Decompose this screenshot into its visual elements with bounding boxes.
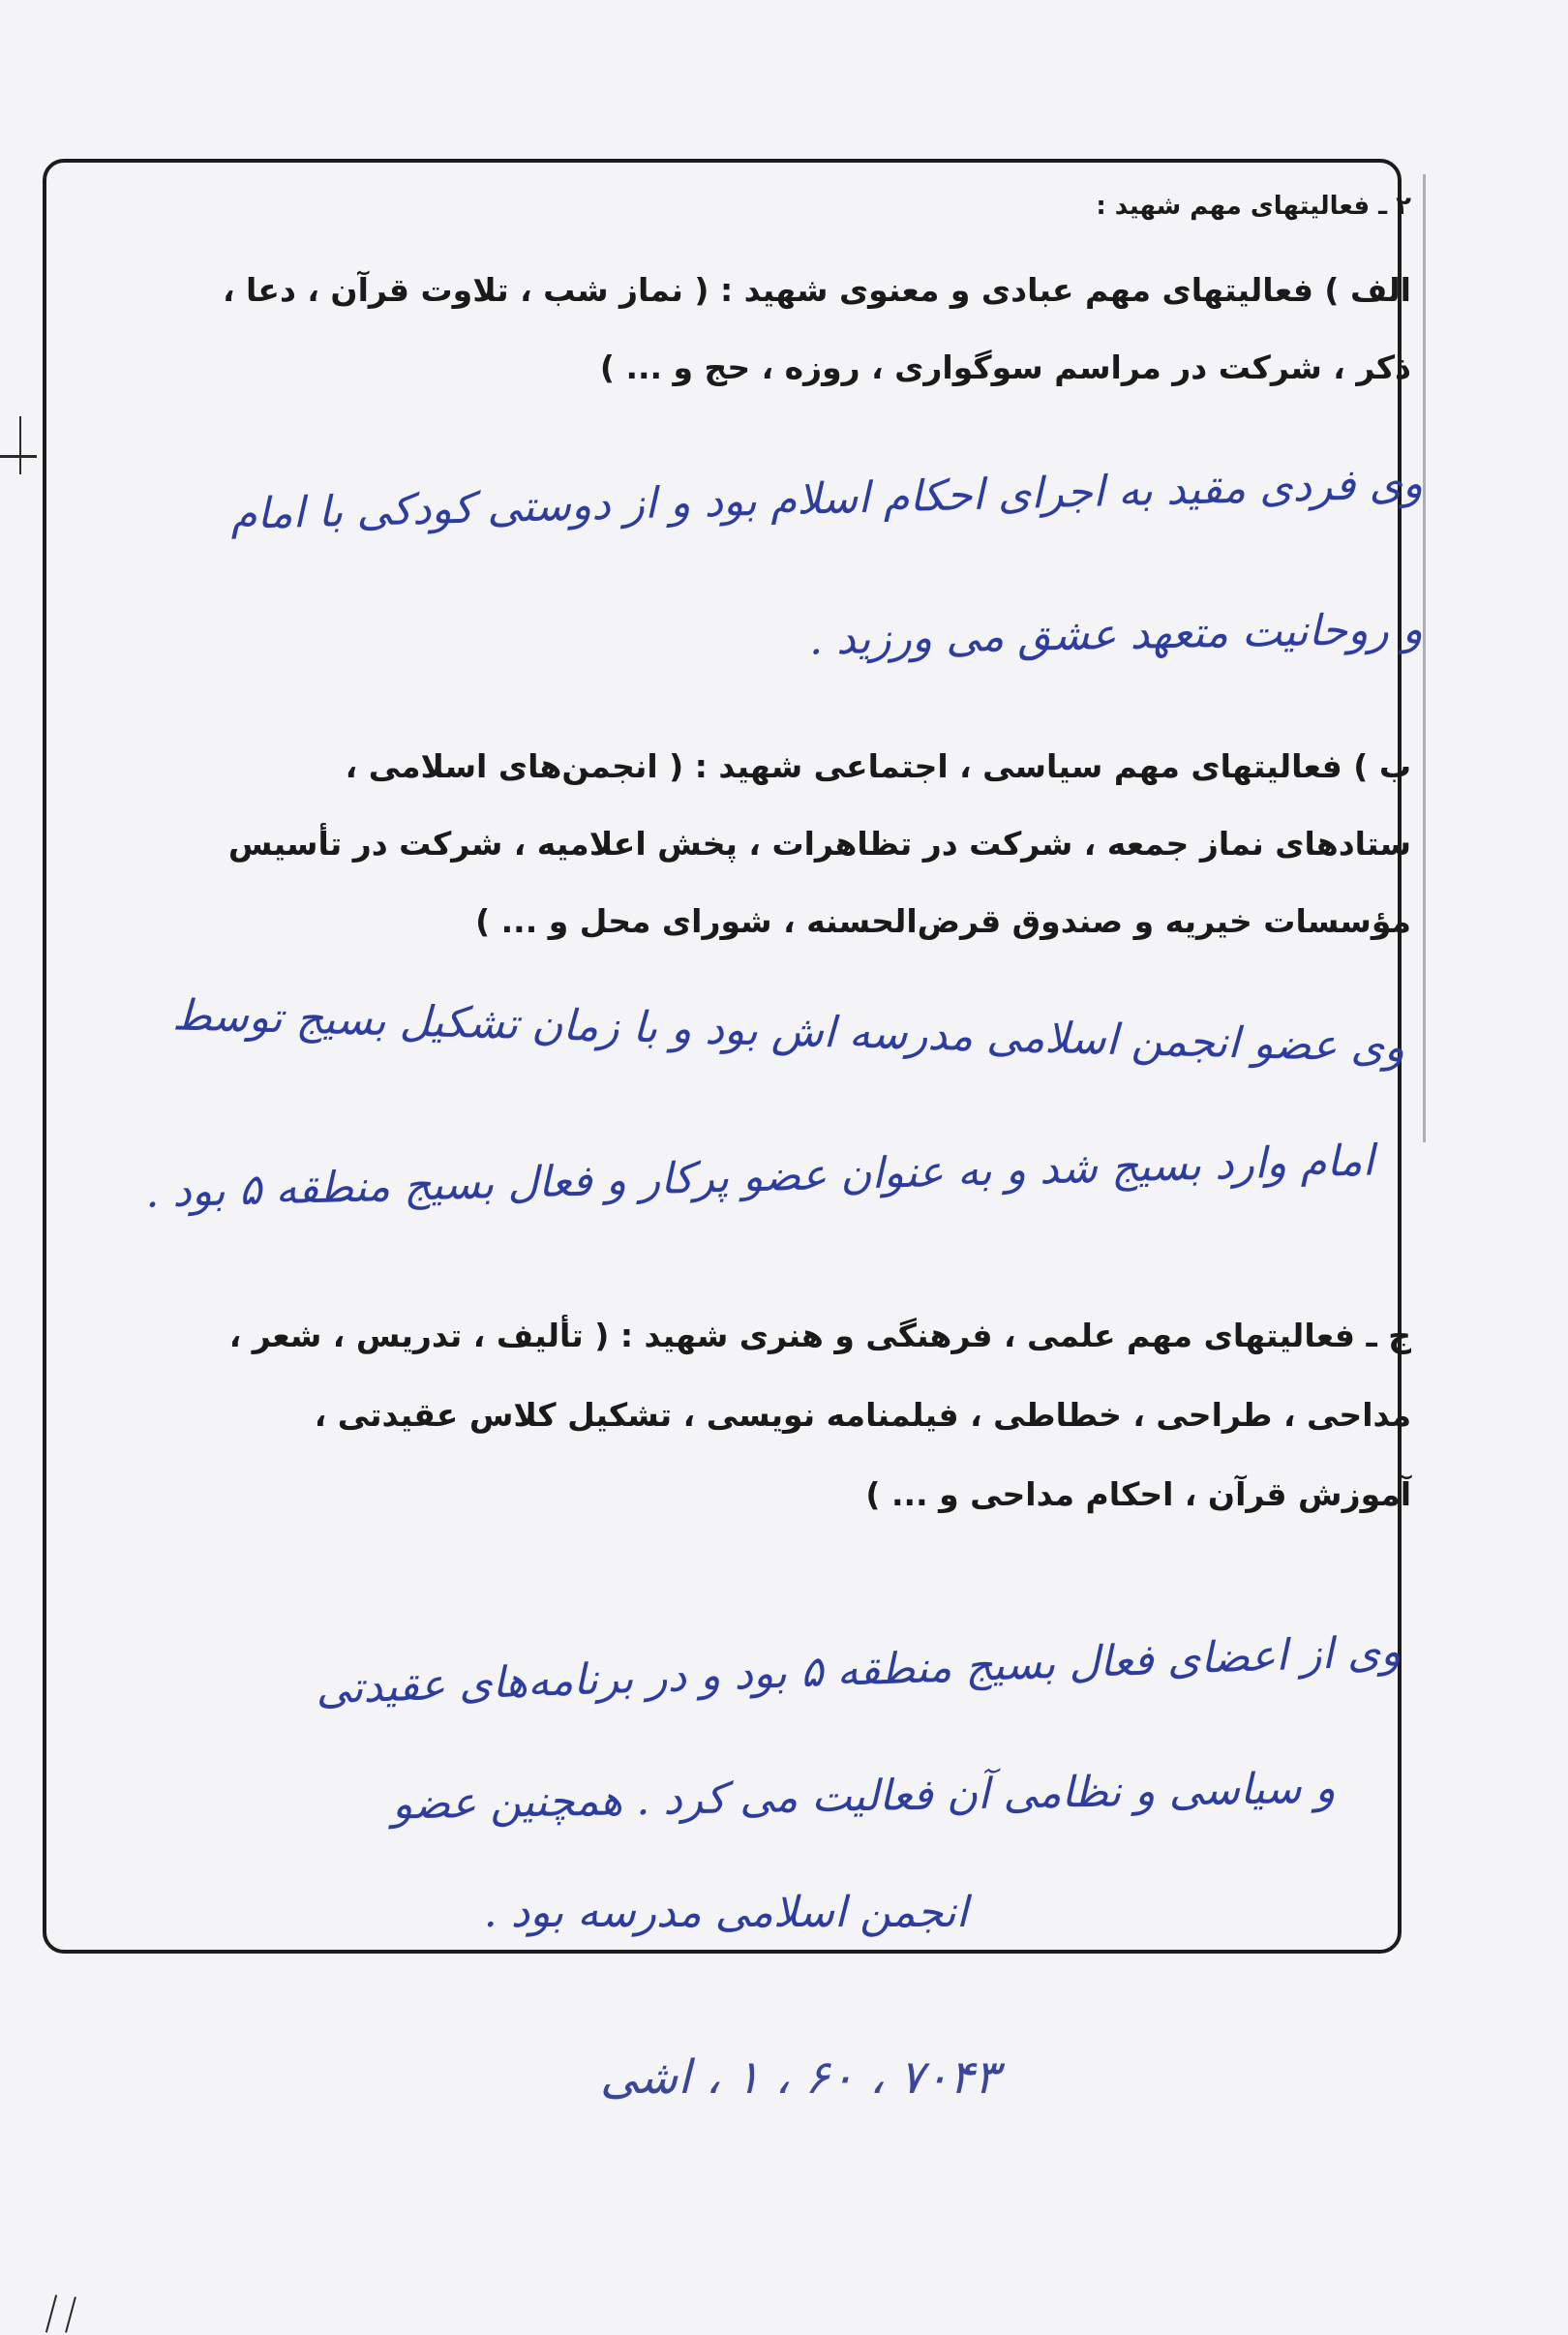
part-c-answer-3: انجمن اسلامی مدرسه بود . [483,1888,968,1937]
part-c-line-2: مداحی ، طراحی ، خطاطی ، فیلمنامه نویسی ، تشکیل کلاس عقیدتی ، [314,1396,1411,1434]
part-a-line-1: الف ) فعالیتهای مهم عبادی و معنوی شهید : ( نماز شب ، تلاوت قرآن ، دعا ، [223,271,1411,309]
part-b-answer-1: وی عضو انجمن اسلامی مدرسه اش بود و با زمان تشکیل بسیج توسط [171,990,1406,1073]
part-a-line-2: ذکر ، شرکت در مراسم سوگواری ، روزه ، حج و ... ) [599,349,1411,386]
part-b-line-3: مؤسسات خیریه و صندوق قرض‌الحسنه ، شورای محل و ... ) [475,902,1411,940]
margin-mark [65,2296,76,2332]
handwritten-signature: ۷۰۴۳ ، ۶۰ ، ۱ ، اشی [600,2050,1000,2105]
part-a-answer-2: و روحانیت متعهد عشق می ورزید . [808,604,1424,665]
part-a-answer-1: وی فردی مقید به اجرای احکام اسلام بود و از دوستی کودکی با امام [229,458,1424,540]
part-c-line-3: آموزش قرآن ، احکام مداحی و ... ) [865,1475,1411,1513]
margin-mark [19,416,21,474]
section-title: ۲ ـ فعالیتهای مهم شهید : [1096,192,1411,221]
part-b-line-1: ب ) فعالیتهای مهم سیاسی ، اجتماعی شهید : ( انجمن‌های اسلامی ، [345,747,1411,785]
part-b-answer-2: امام وارد بسیج شد و به عنوان عضو پرکار و فعال بسیج منطقه ۵ بود . [144,1136,1375,1218]
margin-mark [45,2294,57,2332]
part-b-line-2: ستادهای نماز جمعه ، شرکت در تظاهرات ، پخش اعلامیه ، شرکت در تأسیس [227,825,1411,863]
part-c-answer-2: و سیاسی و نظامی آن فعالیت می کرد . همچنین عضو [391,1763,1337,1830]
part-c-line-1: ج ـ فعالیتهای مهم علمی ، فرهنگی و هنری شهید : ( تألیف ، تدریس ، شعر ، [228,1317,1411,1354]
part-c-answer-1: وی از اعضای فعال بسیج منطقه ۵ بود و در برنامه‌های عقیدتی [315,1626,1402,1714]
margin-mark [0,455,37,458]
margin-mark [1423,174,1426,1142]
